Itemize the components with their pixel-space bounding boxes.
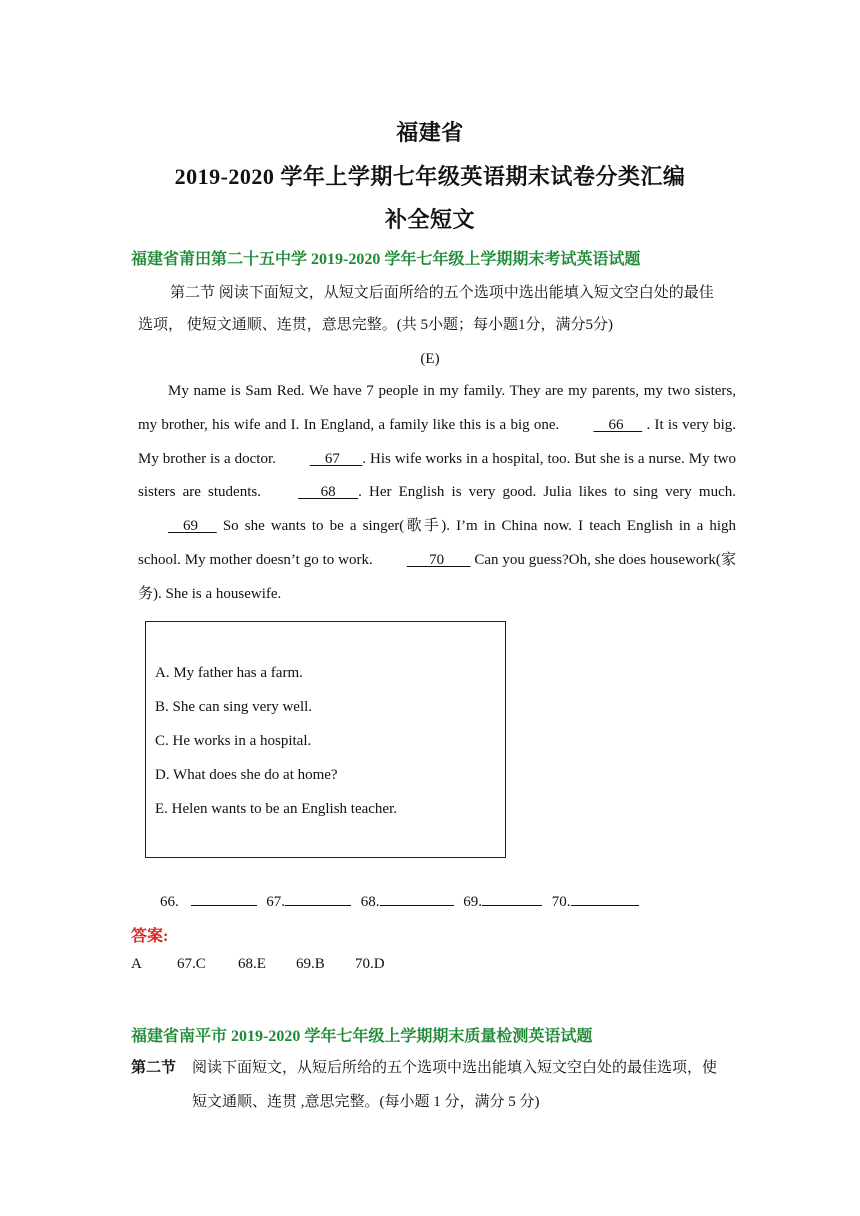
instruction-line-2: 选项， 使短文通顺、连贯，意思完整。(共 5小题；每小题1分，满分5分)	[138, 317, 613, 333]
answer-blank-69[interactable]	[482, 889, 542, 906]
answer-blank-label: 68.	[360, 894, 380, 910]
answer-68: 68.E	[238, 956, 266, 972]
answer-blank-66[interactable]	[191, 889, 257, 906]
option-d: D. What does she do at home?	[155, 767, 338, 783]
section2-instruction-line-1: 阅读下面短文，从短后所给的五个选项中选出能填入短文空白处的最佳选项，使	[192, 1060, 718, 1076]
section-heading-nanping: 福建省南平市 2019-2020 学年七年级上学期期末质量检测英语试题	[131, 1028, 593, 1045]
section2-instruction-line-2: 短文通顺、连贯 ,意思完整。(每小题 1 分，满分 5 分)	[192, 1094, 540, 1110]
answer-blank-label: 69.	[463, 894, 482, 910]
answer-67: 67.C	[177, 956, 206, 972]
option-a: A. My father has a farm.	[155, 665, 303, 681]
answer-blank-67[interactable]	[285, 889, 351, 906]
title-topic: 补全短文	[384, 207, 475, 232]
passage-label: (E)	[420, 351, 440, 367]
answer-blank-label: 70.	[551, 894, 571, 910]
blank-68[interactable]: 68	[298, 484, 359, 501]
section-heading-putian: 福建省莆田第二十五中学 2019-2020 学年七年级上学期期末考试英语试题	[131, 251, 641, 268]
answer-label: 答案:	[131, 928, 169, 945]
answer-blanks-row	[160, 889, 639, 912]
blank-66[interactable]: 66	[593, 416, 643, 433]
title-collection: 2019-2020 学年上学期七年级英语期末试卷分类汇编	[174, 164, 686, 189]
instruction-line-1: 第二节 阅读下面短文，从短文后面所给的五个选项中选出能填入短文空白处的最佳	[170, 285, 714, 301]
option-c: C. He works in a hospital.	[155, 733, 312, 749]
answer-blank-70[interactable]	[571, 889, 639, 906]
blank-70[interactable]: 70	[406, 551, 471, 568]
answer-66: A	[131, 956, 142, 972]
answer-70: 70.D	[355, 956, 385, 972]
passage-paragraph: My name is Sam Red. We have 7 people in my family. They are my parents, my two sisters, my brother, his wife and I. In England, a family like this is a big one. 66 . It is very big. My brother is a doctor. 67 . His wife works in a hospital, too. But she is a nurse. My two sisters are students. 68 . Her English is very good. Julia likes to sing very much. 69 So she wants to be a singer(歌手). I’m in China now. I teach English in a high school. My mother doesn’t go to work. 70 Can you guess?Oh, she does housework(家务). She is a housewife.	[138, 383, 737, 602]
answer-69: 69.B	[296, 956, 325, 972]
option-e: E. Helen wants to be an English teacher.	[155, 801, 398, 817]
answer-blank-label: 67.	[266, 894, 285, 910]
options-box	[145, 621, 506, 858]
option-b: B. She can sing very well.	[155, 699, 313, 715]
blank-67[interactable]: 67	[309, 450, 363, 467]
answer-blank-label: 66.	[160, 894, 179, 910]
blank-69[interactable]: 69	[168, 518, 217, 535]
answer-blank-68[interactable]	[380, 889, 454, 906]
title-province: 福建省	[396, 120, 464, 145]
section2-label: 第二节	[131, 1060, 177, 1076]
